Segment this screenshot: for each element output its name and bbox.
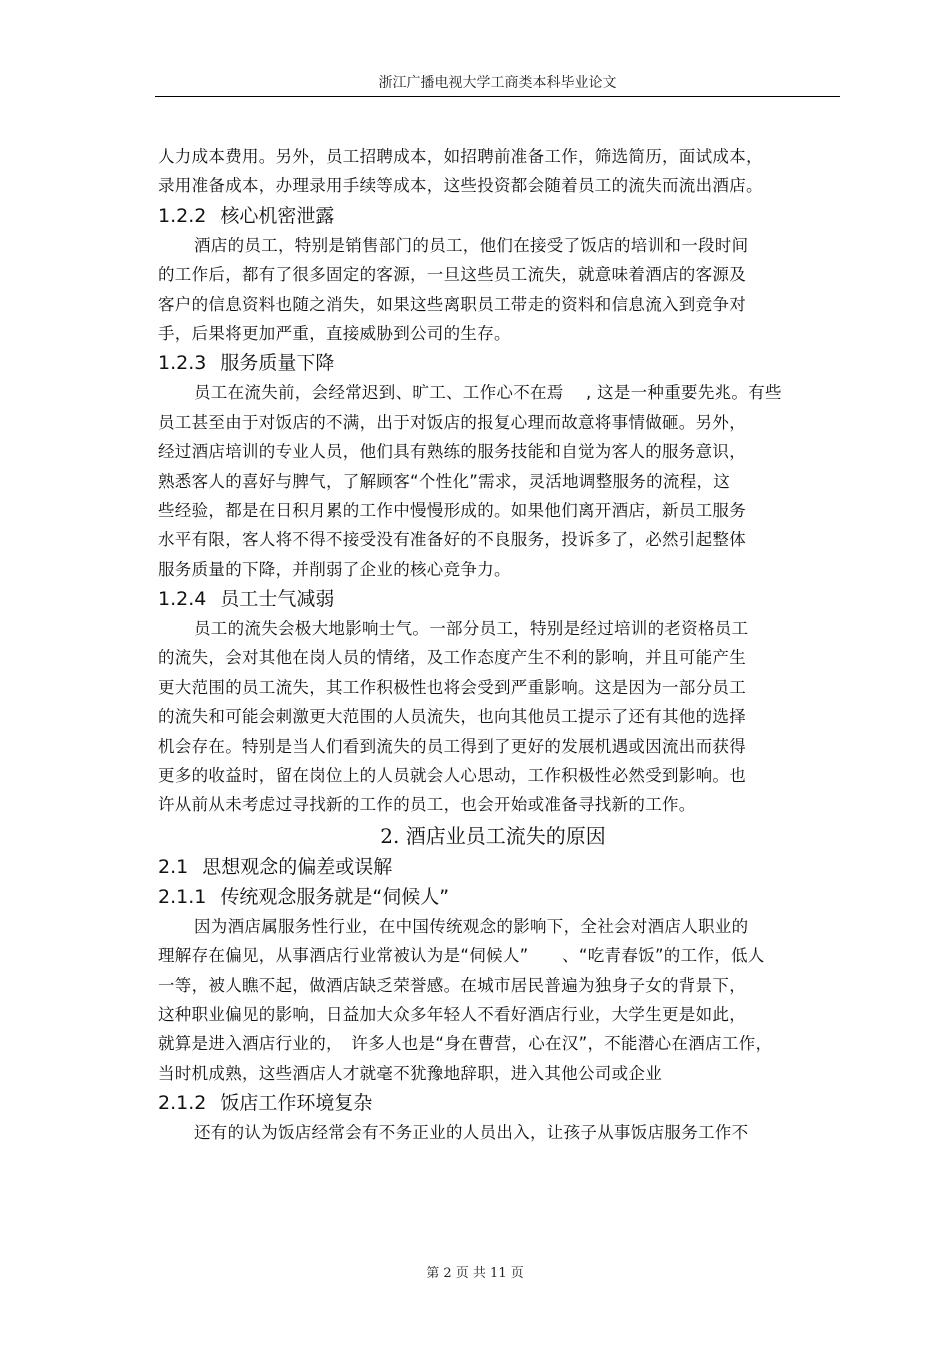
section-number: 2.1 bbox=[158, 855, 189, 878]
section-heading bbox=[158, 882, 828, 912]
section-title: 服务质量下降 bbox=[220, 352, 335, 375]
text-line: 员工在流失前，会经常迟到、旷工、工作心不在焉 , 这是一种重要先兆。有些 bbox=[194, 383, 782, 403]
section-heading bbox=[158, 584, 828, 614]
document-body bbox=[158, 142, 828, 1148]
text-line: 一等，被人瞧不起，做酒店缺乏荣誉感。在城市居民普遍为独身子女的背景下， bbox=[158, 975, 746, 995]
text-line: 这种职业偏见的影响，日益加大众多年轻人不看好酒店行业，大学生更是如此， bbox=[158, 1004, 746, 1024]
text-line: 员工的流失会极大地影响士气。一部分员工，特别是经过培训的老资格员工 bbox=[194, 619, 749, 639]
section-title: 核心机密泄露 bbox=[220, 204, 335, 227]
section-title: 员工士气减弱 bbox=[220, 588, 335, 611]
page-header bbox=[155, 70, 840, 97]
section-heading bbox=[158, 852, 828, 882]
text-line: 客户的信息资料也随之消失，如果这些离职员工带走的资料和信息流入到竞争对 bbox=[158, 294, 746, 314]
text-line: 手，后果将更加严重，直接威胁到公司的生存。 bbox=[158, 323, 511, 343]
header-title: 浙江广播电视大学工商类本科毕业论文 bbox=[378, 75, 617, 91]
text-line: 更多的收益时，留在岗位上的人员就会人心思动，工作积极性必然受到影响。也 bbox=[158, 766, 746, 786]
section-heading bbox=[158, 1088, 828, 1118]
text-line: 人力成本费用。另外，员工招聘成本，如招聘前准备工作，筛选简历，面试成本， bbox=[158, 147, 763, 166]
text-line: 酒店的员工，特别是销售部门的员工，他们在接受了饭店的培训和一段时间 bbox=[194, 235, 749, 255]
text-line: 熟悉客人的喜好与脾气，了解顾客“个性化”需求，灵活地调整服务的流程，这 bbox=[158, 471, 731, 491]
section-number: 2.1.2 bbox=[158, 1092, 207, 1115]
section-title: 思想观念的偏差或误解 bbox=[202, 855, 393, 878]
text-line: 更大范围的员工流失，其工作积极性也将会受到严重影响。这是因为一部分员工 bbox=[158, 677, 746, 697]
text-line: 录用准备成本，办理录用手续等成本，这些投资都会随着员工的流失而流出酒店。 bbox=[158, 176, 763, 196]
text-line: 服务质量的下降，并削弱了企业的核心竞争力。 bbox=[158, 559, 511, 579]
text-line: 些经验，都是在日积月累的工作中慢慢形成的。如果他们离开酒店，新员工服务 bbox=[158, 500, 746, 520]
text-line: 还有的认为饭店经常会有不务正业的人员出入，让孩子从事饭店服务工作不 bbox=[194, 1123, 749, 1143]
section-heading bbox=[158, 201, 828, 231]
section-number: 1.2.2 bbox=[158, 204, 207, 227]
section-heading bbox=[158, 348, 828, 378]
page-number: 第 2 页 共 11 页 bbox=[426, 1266, 524, 1281]
text-line: 机会存在。特别是当人们看到流失的员工得到了更好的发展机遇或因流出而获得 bbox=[158, 736, 746, 756]
section-number: 2.1.1 bbox=[158, 885, 207, 908]
text-line: 因为酒店属服务性行业，在中国传统观念的影响下，全社会对酒店人职业的 bbox=[194, 916, 749, 936]
section-title: 传统观念服务就是“伺候人” bbox=[220, 885, 450, 908]
text-line: 员工甚至由于对饭店的不满，出于对饭店的报复心理而故意将事情做砸。另外， bbox=[158, 412, 746, 432]
section-number: 1.2.4 bbox=[158, 588, 207, 611]
text-line: 的工作后，都有了很多固定的客源，一旦这些员工流失，就意味着酒店的客源及 bbox=[158, 265, 746, 285]
text-line: 经过酒店培训的专业人员，他们具有熟练的服务技能和自觉为客人的服务意识， bbox=[158, 442, 746, 462]
text-line: 理解存在偏见，从事酒店行业常被认为是“伺候人” 、“吃青春饭”的工作，低人 bbox=[158, 946, 765, 966]
text-line: 水平有限，客人将不得不接受没有准备好的不良服务，投诉多了，必然引起整体 bbox=[158, 530, 746, 550]
text-line: 当时机成熟，这些酒店人才就毫不犹豫地辞职，进入其他公司或企业 bbox=[158, 1063, 662, 1083]
text-line: 的流失，会对其他在岗人员的情绪，及工作态度产生不利的影响，并且可能产生 bbox=[158, 648, 746, 668]
text-line: 就算是进入酒店行业的， 许多人也是“身在曹营，心在汉”，不能潜心在酒店工作， bbox=[158, 1034, 773, 1054]
text-line: 许从前从未考虑过寻找新的工作的员工，也会开始或准备寻找新的工作。 bbox=[158, 795, 696, 815]
text-line: 的流失和可能会刺激更大范围的人员流失，也向其他员工提示了还有其他的选择 bbox=[158, 707, 746, 727]
page-footer bbox=[0, 1262, 950, 1281]
chapter-heading: 2. 酒店业员工流失的原因 bbox=[380, 823, 606, 848]
section-number: 1.2.3 bbox=[158, 352, 207, 375]
section-title: 饭店工作环境复杂 bbox=[220, 1092, 373, 1115]
